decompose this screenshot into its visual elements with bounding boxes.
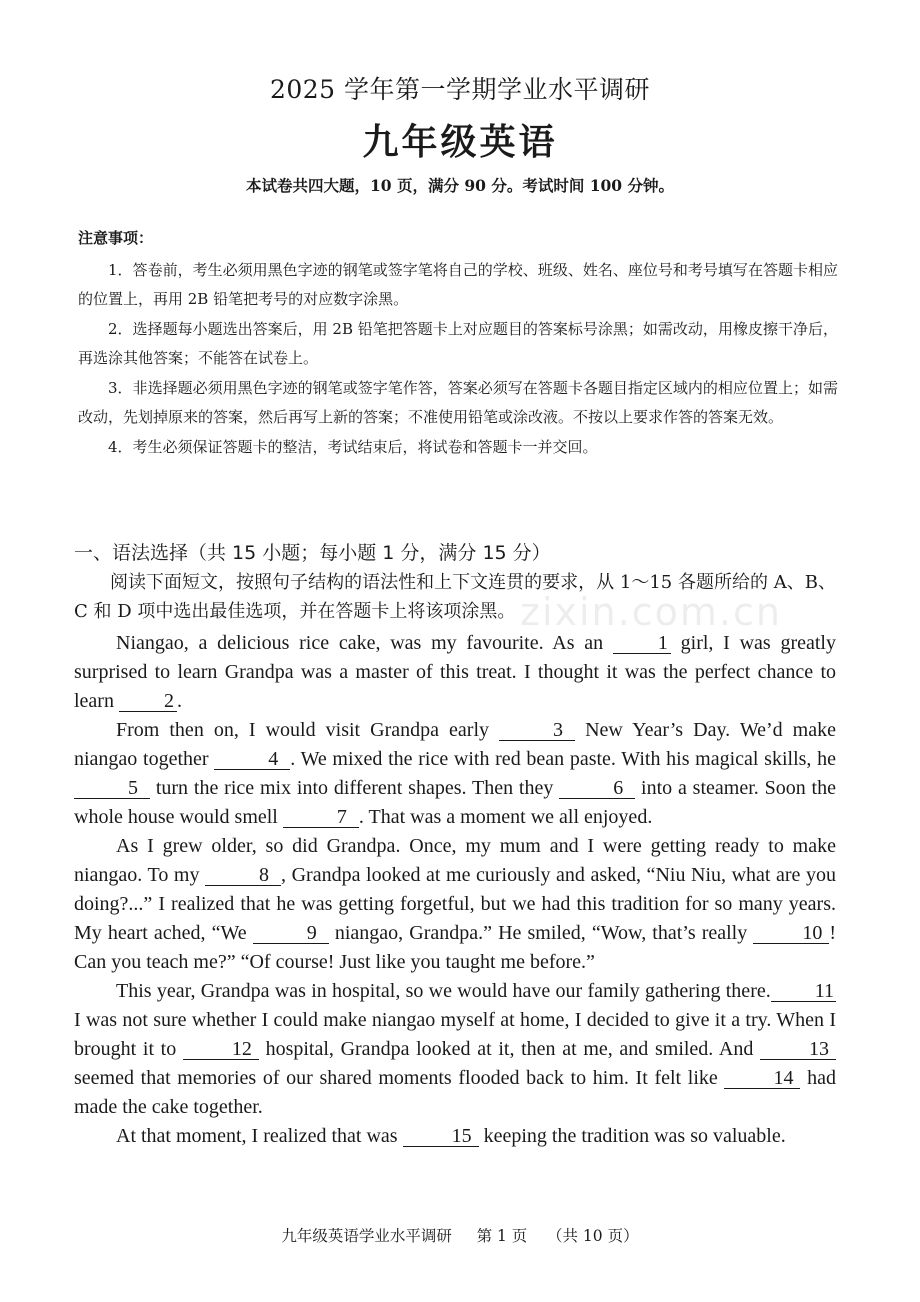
blank-9: 9 — [253, 923, 329, 944]
passage-text: As I grew older, so did Grandpa. Once, my mum and I were getting ready to make niangao. To my — [74, 835, 836, 886]
exam-term-title: 2025 学年第一学期学业水平调研 — [269, 75, 651, 104]
subject-title: 九年级英语 — [362, 121, 558, 163]
section-grammar-choice — [74, 538, 836, 1151]
passage-text: hospital, Grandpa looked at it, then at me, and smiled. And — [258, 1038, 760, 1060]
passage-paragraph-3 — [74, 832, 836, 977]
section-heading: 一、语法选择（共 15 小题；每小题 1 分，满分 15 分） — [74, 542, 551, 564]
passage-text: , Grandpa looked at me curiously and asked, “Niu Niu, what are you doing?...” I realized that he was getting forgetful, but we had this tradition for so many years. My heart ached, “We — [74, 864, 836, 944]
blank-10: 10 — [753, 923, 829, 944]
notes-heading: 注意事项： — [78, 229, 154, 247]
passage-text: From then on, I would visit Grandpa early — [116, 719, 500, 741]
passage-text: I was not sure whether I could make niangao myself at home, I decided to give it a try. When I brought it to — [74, 1009, 836, 1060]
note-item-3: 3．非选择题必须用黑色字迹的钢笔或签字笔作答，答案必须写在答题卡各题目指定区域内的相应位置上；如需改动，先划掉原来的答案，然后再写上新的答案；不准使用铅笔或涂改液。不按以上要求作答的答案无效。 — [78, 378, 838, 426]
blank-3: 3 — [499, 720, 575, 741]
passage-text: . — [176, 690, 182, 712]
note-item-4: 4．考生必须保证答题卡的整洁，考试结束后，将试卷和答题卡一并交回。 — [108, 437, 598, 456]
blank-13: 13 — [760, 1039, 836, 1060]
section-instructions: 阅读下面短文，按照句子结构的语法性和上下文连贯的要求，从 1～15 各题所给的 A、B、C 和 D 项中选出最佳选项，并在答题卡上将该项涂黑。 — [74, 572, 836, 622]
passage-text: keeping the tradition was so valuable. — [478, 1125, 786, 1147]
passage-paragraph-5 — [74, 1122, 836, 1151]
blank-8: 8 — [205, 865, 281, 886]
passage — [74, 629, 836, 1151]
blank-4: 4 — [214, 749, 290, 770]
footer-total-pages: （共 10 页） — [547, 1227, 639, 1245]
passage-text: New Year’s Day. We’d make niangao together — [74, 719, 836, 770]
passage-text: had made the cake together. — [74, 1067, 836, 1118]
footer-page-number: 第 1 页 — [476, 1227, 528, 1245]
passage-text: turn the rice mix into different shapes. Then they — [150, 777, 560, 799]
exam-info: 本试卷共四大题，10 页，满分 90 分。考试时间 100 分钟。 — [246, 176, 674, 195]
notes-block — [78, 224, 838, 462]
blank-7: 7 — [283, 807, 359, 828]
blank-1: 1 — [613, 633, 671, 654]
blank-15: 15 — [403, 1126, 479, 1147]
blank-11: 11 — [771, 981, 836, 1002]
footer-subject: 九年级英语学业水平调研 — [281, 1227, 452, 1245]
blank-12: 12 — [183, 1039, 259, 1060]
passage-text: into a steamer. Soon the whole house would smell — [74, 777, 836, 828]
passage-text: ! Can you teach me?” “Of course! Just like you taught me before.” — [74, 922, 836, 973]
passage-text: This year, Grandpa was in hospital, so we would have our family gathering there. — [116, 980, 771, 1002]
note-item-2: 2．选择题每小题选出答案后，用 2B 铅笔把答题卡上对应题目的答案标号涂黑；如需改动，用橡皮擦干净后，再选涂其他答案；不能答在试卷上。 — [78, 319, 838, 367]
passage-text: Niangao, a delicious rice cake, was my favourite. As an — [116, 632, 613, 654]
blank-14: 14 — [724, 1068, 800, 1089]
watermark: zixin.com.cn — [520, 590, 782, 634]
passage-text: niangao, Grandpa.” He smiled, “Wow, that’s really — [328, 922, 754, 944]
passage-text: At that moment, I realized that was — [116, 1125, 403, 1147]
passage-text: . We mixed the rice with red bean paste. With his magical skills, he — [290, 748, 836, 770]
passage-text: girl, I was greatly surprised to learn Grandpa was a master of this treat. I thought it was the perfect chance to learn — [74, 632, 836, 712]
passage-paragraph-1 — [74, 629, 836, 716]
passage-paragraph-2 — [74, 716, 836, 832]
passage-text: seemed that memories of our shared moments flooded back to him. It felt like — [74, 1067, 725, 1089]
passage-text: . That was a moment we all enjoyed. — [358, 806, 653, 828]
blank-6: 6 — [559, 778, 635, 799]
page-footer — [0, 1224, 920, 1246]
blank-2: 2 — [119, 691, 177, 712]
note-item-1: 1．答卷前，考生必须用黑色字迹的钢笔或签字笔将自己的学校、班级、姓名、座位号和考号填写在答题卡相应的位置上，再用 2B 铅笔把考号的对应数字涂黑。 — [78, 260, 838, 308]
blank-5: 5 — [74, 778, 150, 799]
passage-paragraph-4 — [74, 977, 836, 1122]
